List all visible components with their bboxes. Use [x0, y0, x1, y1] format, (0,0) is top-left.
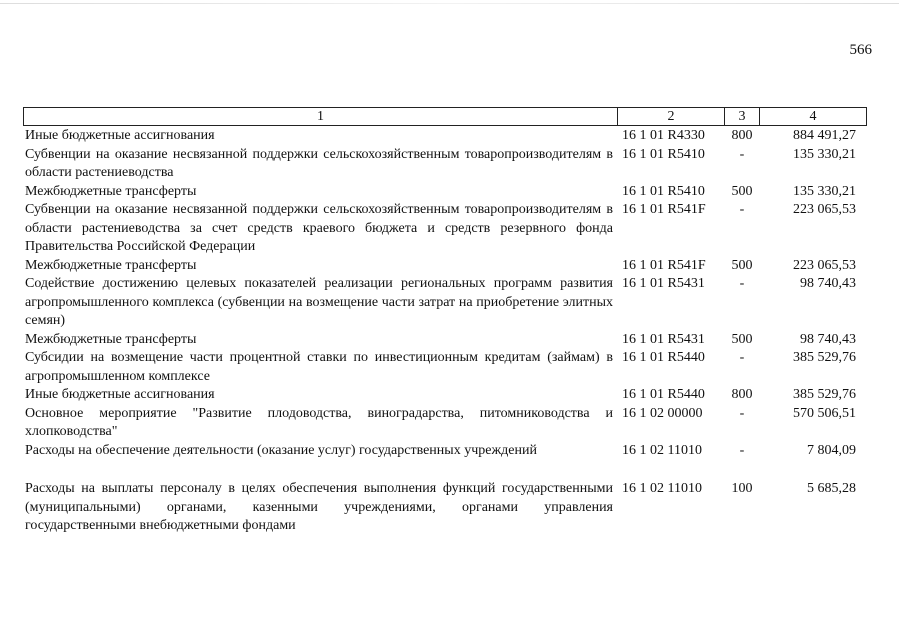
- table-row: [25, 480, 867, 536]
- row-type: 500: [731, 331, 753, 347]
- row-amount: 135 330,21: [793, 183, 856, 199]
- header-col-3: 3: [725, 108, 760, 125]
- table-row: [25, 146, 867, 183]
- row-name: Межбюджетные трансферты: [25, 331, 197, 347]
- row-amount: 98 740,43: [800, 331, 856, 347]
- row-amount: 385 529,76: [793, 350, 856, 365]
- row-name: Основное мероприятие "Развитие плодоводства, виноградарства, питомниководства и хлопководства": [25, 405, 613, 439]
- row-code: 16 1 01 R5431: [622, 331, 705, 347]
- row-name: Субвенции на оказание несвязанной поддержки сельскохозяйственным товаропроизводителям в области растениеводства за счет средств краевого бюджета и средств резервного фонда Правительства Российской Федерации: [25, 202, 613, 254]
- row-code: 16 1 01 R5440: [622, 387, 705, 402]
- header-col-1: 1: [24, 108, 618, 125]
- table-row: [25, 442, 867, 461]
- row-code: 16 1 01 R5431: [622, 276, 705, 291]
- row-code: 16 1 01 R5410: [622, 146, 705, 162]
- row-amount: 5 685,28: [807, 481, 856, 496]
- row-name: Субсидии на возмещение части процентной ставки по инвестиционным кредитам (займам) в агропромышленном комплексе: [25, 350, 613, 384]
- row-name: Расходы на обеспечение деятельности (оказание услуг) государственных учреждений: [25, 442, 537, 458]
- header-col-4: 4: [809, 109, 817, 124]
- row-amount: 135 330,21: [793, 146, 856, 162]
- row-name: Иные бюджетные ассигнования: [25, 128, 215, 143]
- row-type: -: [739, 146, 745, 162]
- row-name: Межбюджетные трансферты: [25, 257, 197, 273]
- row-name: Иные бюджетные ассигнования: [25, 387, 215, 402]
- table-row: [25, 349, 867, 386]
- table-row: [25, 386, 867, 405]
- row-type: -: [739, 202, 745, 217]
- table-row: [25, 201, 867, 257]
- row-code: 16 1 01 R541F: [622, 257, 706, 273]
- table-row: [25, 331, 867, 350]
- table-body: [25, 127, 867, 536]
- row-name: Межбюджетные трансферты: [25, 183, 197, 199]
- table-row: [25, 183, 867, 202]
- row-type: 800: [731, 387, 753, 402]
- row-code: 16 1 01 R5440: [622, 350, 705, 365]
- row-name: Содействие достижению целевых показателей реализации региональных программ развития агропромышленного комплекса (субвенции на возмещение части затрат на приобретение элитных семян): [25, 276, 613, 328]
- page-number: 566: [849, 42, 872, 58]
- row-type: 500: [731, 257, 753, 273]
- row-code: 16 1 01 R541F: [622, 202, 706, 217]
- row-name: Расходы на выплаты персоналу в целях обеспечения выполнения функций государственными (муниципальными) органами, казенными учреждениями, органами управления государственными внебюджетными фондами: [25, 481, 613, 533]
- row-amount: 884 491,27: [793, 128, 856, 143]
- row-amount: 570 506,51: [793, 405, 856, 421]
- row-amount: 98 740,43: [800, 276, 856, 291]
- row-code: 16 1 01 R5410: [622, 183, 705, 199]
- row-type: -: [739, 276, 745, 291]
- row-type: 500: [731, 183, 753, 199]
- row-code: 16 1 02 11010: [622, 442, 702, 458]
- row-code: 16 1 01 R4330: [622, 128, 705, 143]
- row-code: 16 1 02 11010: [622, 481, 702, 496]
- header-col-2: 2: [618, 108, 725, 125]
- row-spacer: [25, 460, 867, 480]
- row-type: 800: [731, 128, 753, 143]
- scan-edge: [0, 3, 899, 4]
- row-type: -: [739, 405, 745, 421]
- row-amount: 7 804,09: [807, 442, 856, 458]
- row-amount: 223 065,53: [793, 202, 856, 217]
- row-amount: 385 529,76: [793, 387, 856, 402]
- table-row: [25, 257, 867, 276]
- row-type: 100: [731, 481, 753, 496]
- table-row: [25, 405, 867, 442]
- row-type: -: [739, 350, 745, 365]
- row-code: 16 1 02 00000: [622, 405, 703, 421]
- row-amount: 223 065,53: [793, 257, 856, 273]
- table-row: [25, 127, 867, 146]
- row-type: -: [739, 442, 745, 458]
- table-header: [23, 107, 867, 126]
- table-row: [25, 275, 867, 331]
- row-name: Субвенции на оказание несвязанной поддержки сельскохозяйственным товаропроизводителям в области растениеводства: [25, 146, 613, 180]
